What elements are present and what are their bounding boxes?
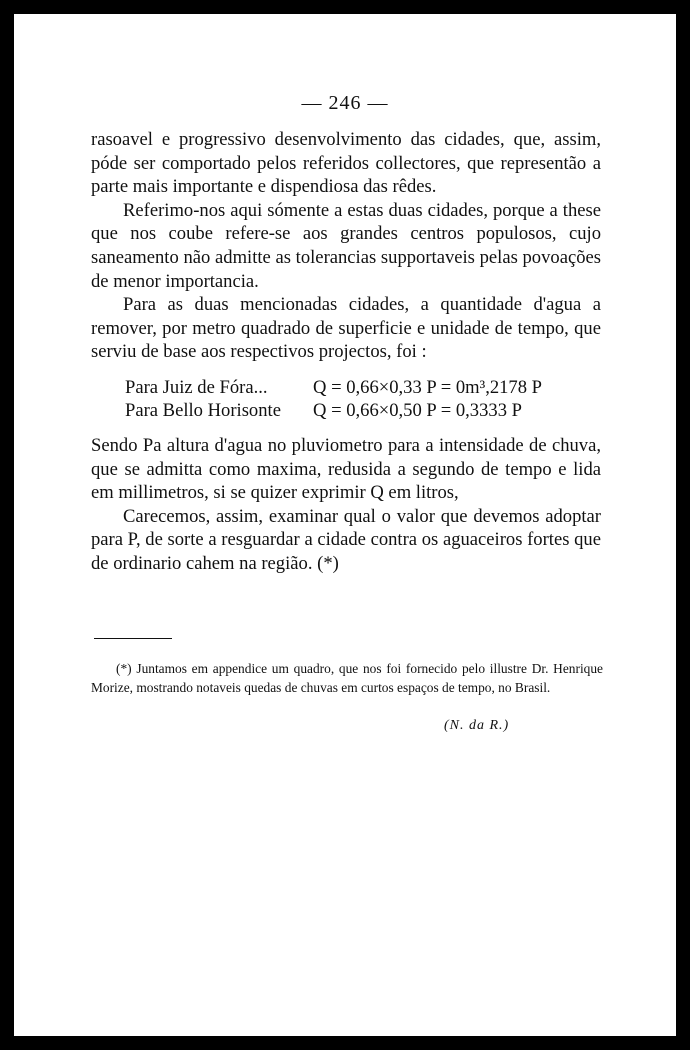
formula-row (125, 376, 601, 399)
editor-note: (N. da R.) (444, 718, 510, 733)
page-number: — 246 — (301, 92, 389, 114)
paragraph: Para as duas mencionadas cidades, a quantidade d'agua a remover, por metro quadrado de superficie e unidade de tempo, que serviu de base aos respectivos projectos, foi : (91, 294, 601, 363)
paragraph: Referimo-nos aqui sómente a estas duas cidades, porque a these que nos coube refere-se aos grandes centros populosos, cujo saneamento não admitte as tolerancias supportaveis pelas povoações de menor importancia. (91, 199, 601, 292)
formula-city: Para Juiz de Fóra... (125, 376, 268, 398)
formula-block (125, 376, 601, 422)
formula-expression: Q = 0,66×0,33 P = 0m³,2178 P (313, 376, 543, 398)
footnote (91, 659, 603, 697)
paragraph: Sendo Pa altura d'agua no pluviometro para a intensidade de chuva, que se admitta como maxima, redusida a segundo de tempo e lida em millimetros, si se quizer exprimir Q em litros, (91, 434, 601, 504)
formula-expression: Q = 0,66×0,50 P = 0,3333 P (313, 399, 522, 421)
body-text (91, 128, 601, 576)
document-page (14, 14, 676, 1036)
footnote-divider (94, 638, 172, 639)
formula-city: Para Bello Horisonte (125, 399, 281, 421)
paragraph: Carecemos, assim, examinar qual o valor que devemos adoptar para P, de sorte a resguardar a cidade contra os aguaceiros fortes que de ordinario cahem na região. (*) (91, 505, 601, 574)
footnote-text: (*) Juntamos em appendice um quadro, que nos foi fornecido pelo illustre Dr. Henrique Morize, mostrando notaveis quedas de chuvas em curtos espaços de tempo, no Brasil. (91, 661, 603, 695)
paragraph-continuation: rasoavel e progressivo desenvolvimento das cidades, que, assim, póde ser comportado pelos referidos collectores, que representão a parte mais importante e dispendiosa das rêdes. (91, 129, 601, 198)
formula-row (125, 399, 601, 422)
